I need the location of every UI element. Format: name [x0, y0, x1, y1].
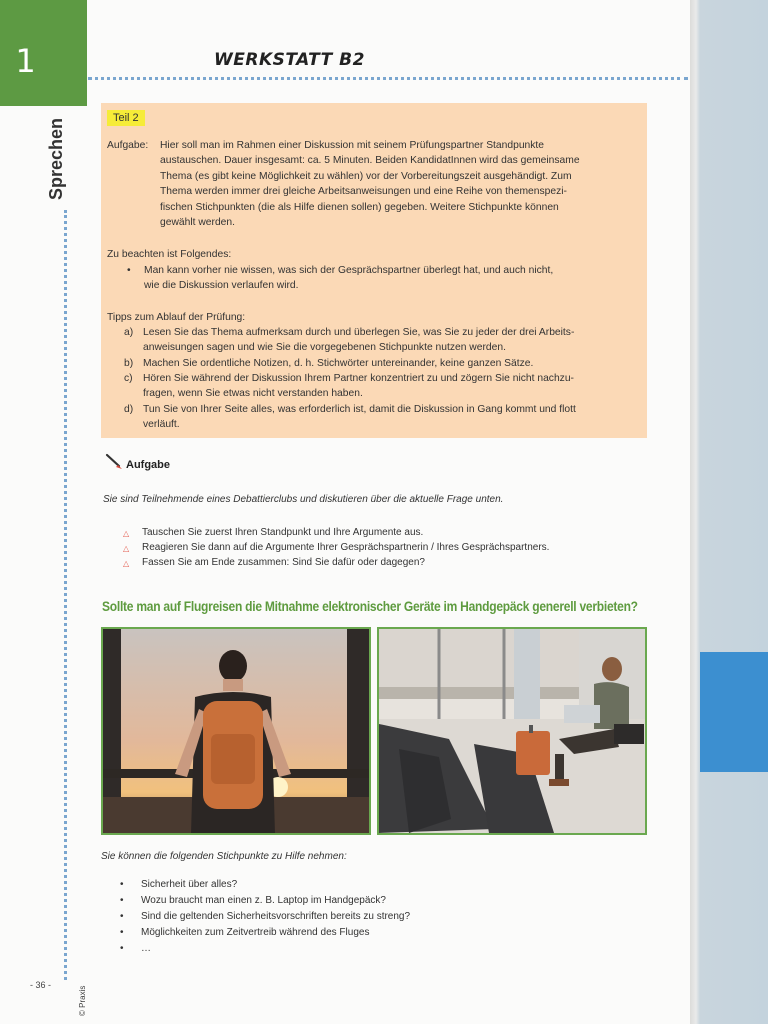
text-line: Thema werden immer drei gleiche Arbeitsanweisungen und eine Reihe von themenspezi- — [160, 186, 567, 198]
tipp-letter: b) — [124, 358, 134, 369]
book-edge — [690, 0, 768, 1024]
triangle-icon: △ — [123, 544, 130, 553]
stichpunkt-text: … — [141, 943, 151, 954]
bullet: • — [120, 879, 124, 890]
discussion-question: Sollte man auf Flugreisen die Mitnahme elektronischer Geräte im Handgepäck generell verbieten? — [102, 598, 638, 614]
beachten-heading: Zu beachten ist Folgendes: — [107, 249, 232, 260]
text-line: Lesen Sie das Thema aufmerksam durch und überlegen Sie, was Sie zu jeder der drei Arbeits- — [143, 327, 575, 338]
text-line: fragen, wenn Sie etwas nicht verstanden haben. — [143, 388, 363, 400]
text-line: austauschen. Dauer insgesamt: ca. 5 Minuten. Beiden KandidatInnen wird das gemeinsame — [160, 155, 580, 167]
task-item-text: Tauschen Sie zuerst Ihren Standpunkt und Ihre Argumente aus. — [142, 527, 424, 538]
stichpunkt-text: Möglichkeiten zum Zeitvertreib während des Fluges — [141, 927, 370, 938]
text-line: gewählt werden. — [160, 217, 235, 229]
bullet: • — [127, 265, 131, 276]
bullet: • — [120, 927, 124, 938]
aufgabe-text — [160, 138, 638, 230]
tipp-letter: c) — [124, 373, 133, 384]
photo-traveler-window — [101, 627, 371, 835]
task-intro: Sie sind Teilnehmende eines Debattierclubs und diskutieren über die aktuelle Frage unten. — [103, 494, 504, 505]
text-line: Hören Sie während der Diskussion Ihrem Partner konzentriert zu und zögern Sie nicht nachzu- — [143, 373, 574, 384]
triangle-icon: △ — [123, 559, 130, 568]
task-heading: Aufgabe — [126, 459, 170, 471]
text-line: wie die Diskussion verlaufen wird. — [144, 280, 299, 292]
tipp-letter: d) — [124, 404, 134, 415]
text-line: Hier soll man im Rahmen einer Diskussion mit seinem Prüfungspartner Standpunkte — [160, 140, 545, 151]
page-number: - 36 - — [30, 980, 52, 990]
stichpunkt-text: Wozu braucht man einen z. B. Laptop im Handgepäck? — [141, 895, 386, 906]
stichpunkt-text: Sind die geltenden Sicherheitsvorschriften bereits zu streng? — [141, 911, 411, 922]
text-line: Thema (es gibt keine Möglichkeit zu wählen) vor der Vorbereitungszeit ausgehändigt. Zum — [160, 170, 572, 182]
text-line: Machen Sie ordentliche Notizen, d. h. Stichwörter untereinander, keine ganzen Sätze. — [143, 358, 534, 369]
triangle-icon: △ — [123, 529, 130, 538]
task-item-text: Reagieren Sie dann auf die Argumente Ihrer Gesprächspartnerin / Ihres Gesprächspartners. — [142, 542, 550, 553]
photo-airport-laptop — [377, 627, 647, 835]
bullet: • — [120, 911, 124, 922]
page-header-title: WERKSTATT B2 — [214, 50, 365, 70]
tipps-heading: Tipps zum Ablauf der Prüfung: — [107, 312, 246, 323]
copyright-note: © Praxis — [78, 985, 87, 1016]
aufgabe-label: Aufgabe: — [107, 140, 149, 151]
text-line: Man kann vorher nie wissen, was sich der Gesprächspartner überlegt hat, und auch nicht, — [144, 265, 554, 276]
stichpunkt-text: Sicherheit über alles? — [141, 879, 238, 890]
text-line: anweisungen sagen und wie Sie die vorgegebenen Stichpunkte nutzen werden. — [143, 342, 506, 354]
horizontal-dotted-line — [88, 77, 688, 80]
pencil-icon — [104, 452, 124, 470]
text-line: fischen Stichpunkten (die als Hilfe dienen sollen) gegeben. Weitere Stichpunkte können — [160, 201, 559, 213]
text-line: Tun Sie von Ihrer Seite alles, was erforderlich ist, damit die Diskussion in Gang kommt und flott — [143, 404, 576, 415]
chapter-number-box — [0, 0, 87, 106]
tipp-letter: a) — [124, 327, 134, 338]
bullet: • — [120, 943, 124, 954]
text-line: verläuft. — [143, 419, 180, 431]
task-item-text: Fassen Sie am Ende zusammen: Sind Sie dafür oder dagegen? — [142, 557, 425, 568]
chapter-number: 1 — [15, 42, 36, 80]
section-title: Sprechen — [46, 117, 66, 200]
blue-tab — [700, 652, 768, 772]
bullet: • — [120, 895, 124, 906]
stichpunkte-intro: Sie können die folgenden Stichpunkte zu Hilfe nehmen: — [101, 851, 347, 862]
teil-tag: Teil 2 — [107, 110, 145, 126]
vertical-dotted-line — [64, 210, 67, 980]
